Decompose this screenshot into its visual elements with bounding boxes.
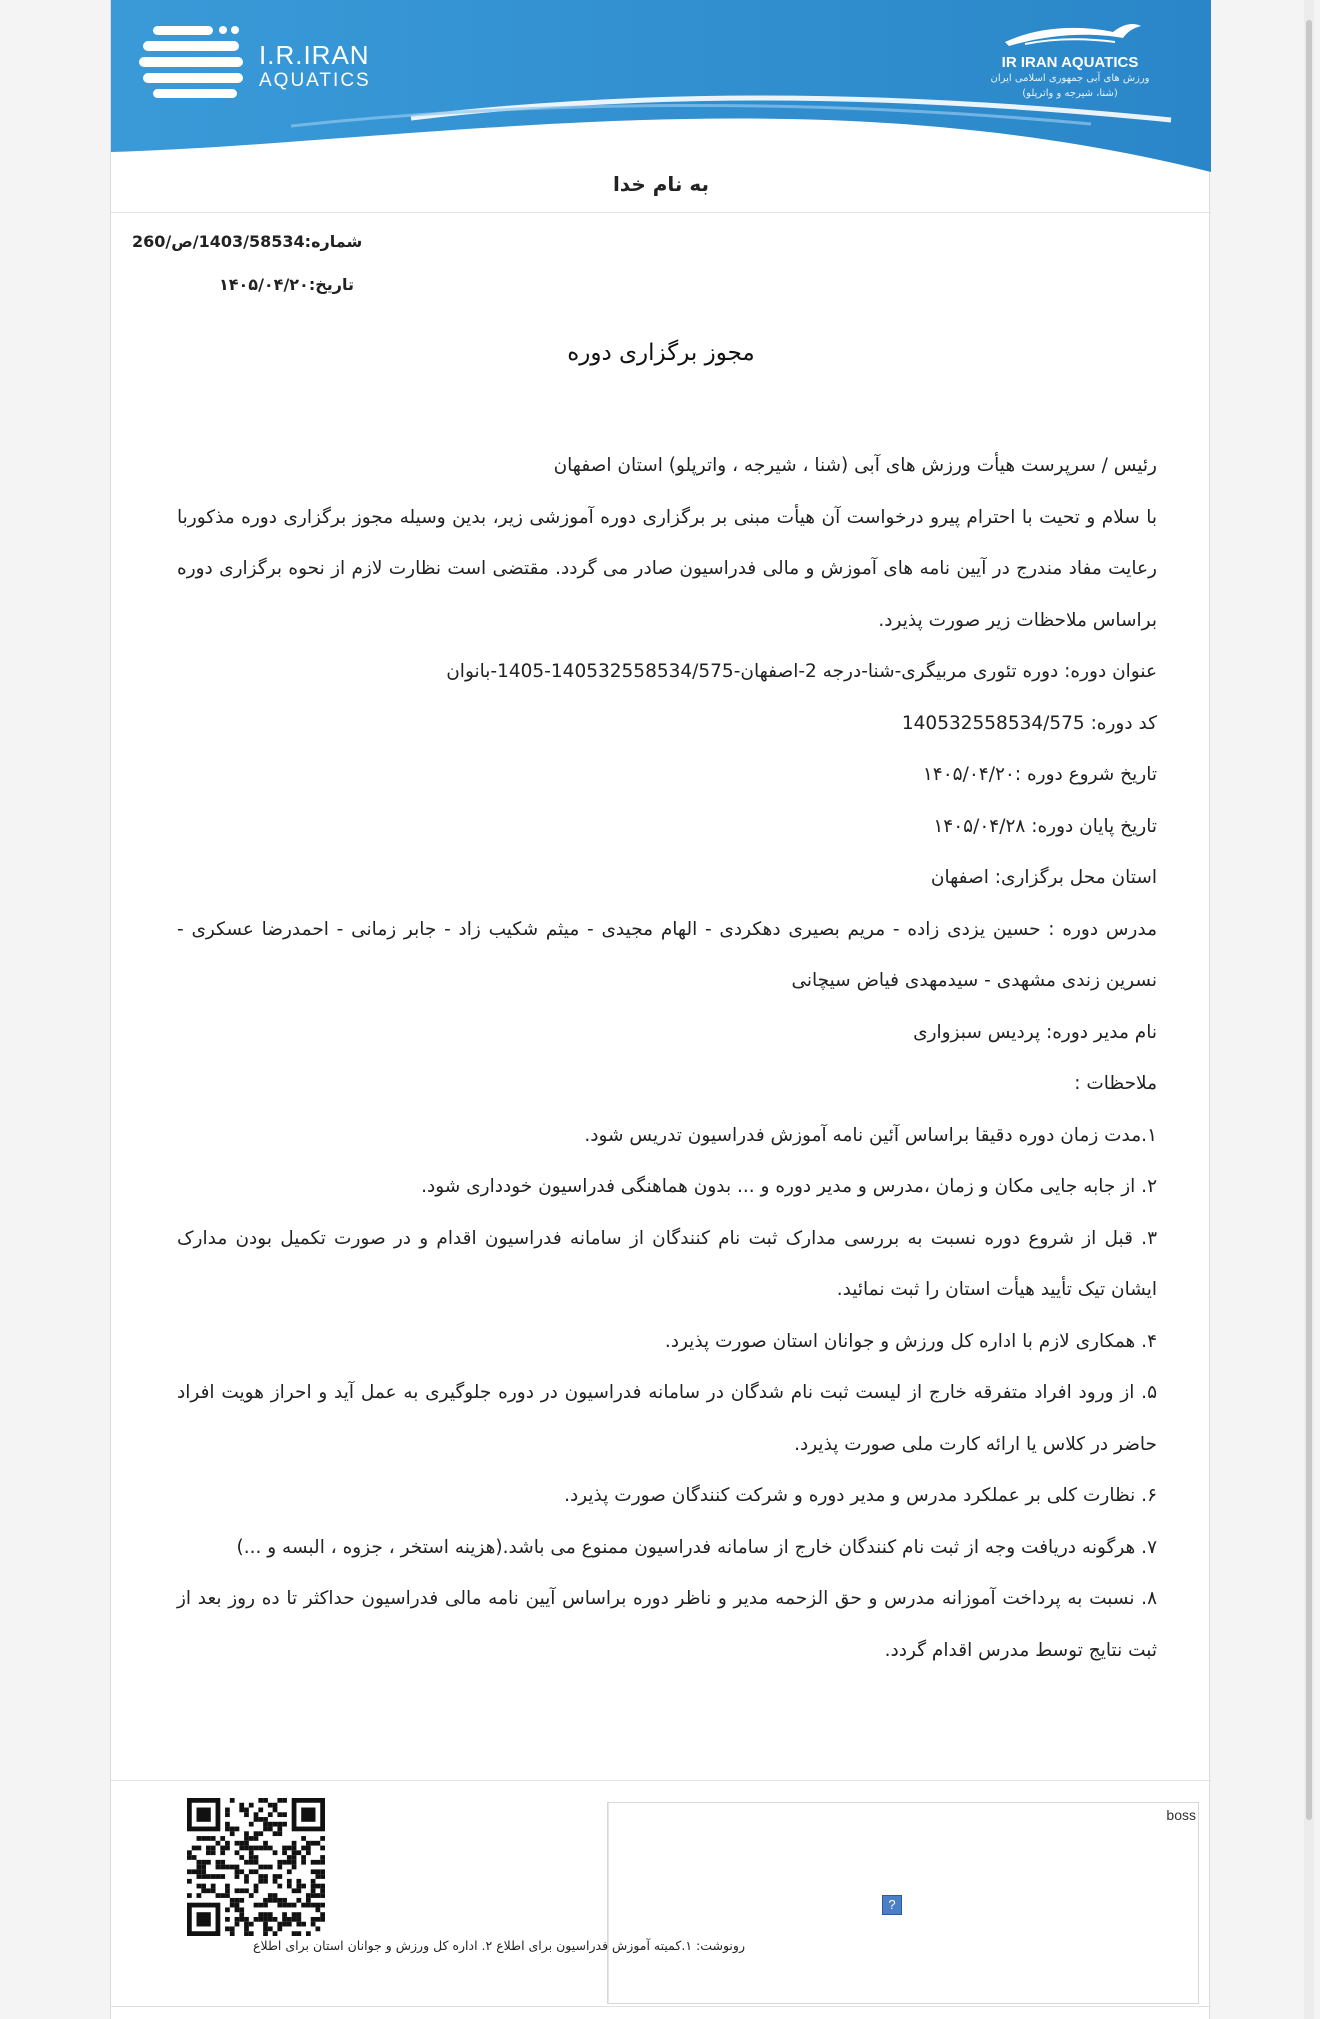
course-title: عنوان دوره: دوره تئوری مربیگری-شنا-درجه 2-اصفهان-140532558534/575-1405-بانوان [446, 661, 1157, 682]
recipient-line: رئیس / سرپرست هیأت ورزش های آبی (شنا ، شیرجه ، واترپلو) استان اصفهان [553, 455, 1157, 476]
bismillah-heading: به نام خدا [612, 172, 710, 196]
left-logo-line2: AQUATICS [259, 70, 371, 91]
letter-body [177, 440, 1157, 1676]
right-logo-subtitle-1: ورزش های آبی جمهوری اسلامی ایران [990, 73, 1150, 84]
start-date: تاریخ شروع دوره :۱۴۰۵/۰۴/۲۰ [922, 764, 1157, 785]
wave-stripes-icon [139, 24, 249, 104]
qr-code-icon [187, 1798, 325, 1936]
note-item: ۳. قبل از شروع دوره نسبت به بررسی مدارک ثبت نام کنندگان از سامانه فدراسیون اقدام و در صورت تکمیل بودن مدارک ایشان تیک تأیید هیأت استان را ثبت نمائید. [177, 1227, 1157, 1300]
document-page [110, 0, 1210, 2019]
course-manager: نام مدیر دوره: پردیس سبزواری [913, 1021, 1157, 1043]
signature-name: boss [1166, 1807, 1196, 1823]
carbon-copy-line: رونوشت: ۱.کمیته آموزش فدراسیون برای اطلاع ۲. اداره کل ورزش و جوانان استان برای اطلاع [253, 1938, 745, 1953]
end-date: تاریخ پایان دوره: ۱۴۰۵/۰۴/۲۸ [933, 815, 1157, 837]
note-item: ۸. نسبت به پرداخت آموزانه مدرس و حق الزحمه مدیر و ناظر دوره براساس آیین نامه مالی فدراسیون حداکثر تا ده روز بعد از ثبت نتایج توسط مدرس اقدام گردد. [177, 1588, 1157, 1661]
document-title: مجوز برگزاری دوره [567, 340, 755, 366]
right-logo [955, 20, 1185, 130]
vertical-scrollbar[interactable] [1304, 0, 1314, 2019]
note-item: ۴. همکاری لازم با اداره کل ورزش و جوانان استان صورت پذیرد. [664, 1330, 1157, 1352]
intro-paragraph: با سلام و تحیت با احترام پیرو درخواست آن هیأت مبنی بر برگزاری دوره آموزشی زیر، بدین وسیله مجوز برگزاری دوره مذکوربا رعایت مفاد مندرج در آیین نامه های آموزش و مالی فدراسیون صادر می گردد. مقتضی است نظارت لازم از نحوه برگزاری دوره براساس ملاحظات زیر صورت پذیرد. [177, 506, 1157, 631]
left-logo-line1: I.R.IRAN [259, 40, 370, 70]
letter-number: شماره:1403/58534/ص/260 [132, 232, 363, 251]
letter-date: تاریخ:۱۴۰۵/۰۴/۲۰ [219, 275, 354, 294]
header-divider [111, 212, 1211, 213]
course-code: کد دوره: 140532558534/575 [901, 712, 1157, 734]
province: استان محل برگزاری: اصفهان [930, 867, 1157, 888]
left-logo [139, 24, 459, 124]
scrollbar-thumb[interactable] [1306, 20, 1312, 1820]
note-item: ۶. نظارت کلی بر عملکرد مدرس و مدیر دوره و شرکت کنندگان صورت پذیرد. [564, 1485, 1157, 1506]
right-logo-subtitle-2: (شنا، شیرجه و واترپلو) [1022, 88, 1118, 99]
note-item: ۲. از جابه جایی مکان و زمان ،مدرس و مدیر دوره و ... بدون هماهنگی فدراسیون خودداری شود. [421, 1176, 1157, 1197]
header-banner [111, 0, 1211, 176]
note-item: ۵. از ورود افراد متفرقه خارج از لیست ثبت نام شدگان در سامانه فدراسیون در دوره جلوگیری به عمل آید و احراز هویت افراد حاضر در کلاس یا ارائه کارت ملی صورت پذیرد. [177, 1382, 1157, 1455]
note-item: ۷. هرگونه دریافت وجه از ثبت نام کنندگان خارج از سامانه فدراسیون ممنوع می باشد.(هزینه استخر ، جزوه ، البسه و ...) [236, 1536, 1157, 1558]
bottom-divider [111, 2006, 1211, 2007]
right-logo-title: IR IRAN AQUATICS [1001, 54, 1139, 71]
notes-heading: ملاحظات : [1074, 1073, 1157, 1094]
instructors: مدرس دوره : حسین یزدی زاده - مریم بصیری دهکردی - الهام مجیدی - میثم شکیب زاد - جابر زمانی - احمدرضا عسکری - نسرین زندی مشهدی - سیدمهدی فیاض سیچانی [177, 918, 1157, 991]
signature-image-frame [608, 1803, 609, 2003]
swimmer-logo-icon [995, 20, 1145, 50]
broken-image-icon: ? [882, 1895, 902, 1915]
footer-divider [111, 1780, 1211, 1781]
signature-box [607, 1802, 1199, 2004]
note-item: ۱.مدت زمان دوره دقیقا براساس آئین نامه آموزش فدراسیون تدریس شود. [584, 1124, 1157, 1146]
